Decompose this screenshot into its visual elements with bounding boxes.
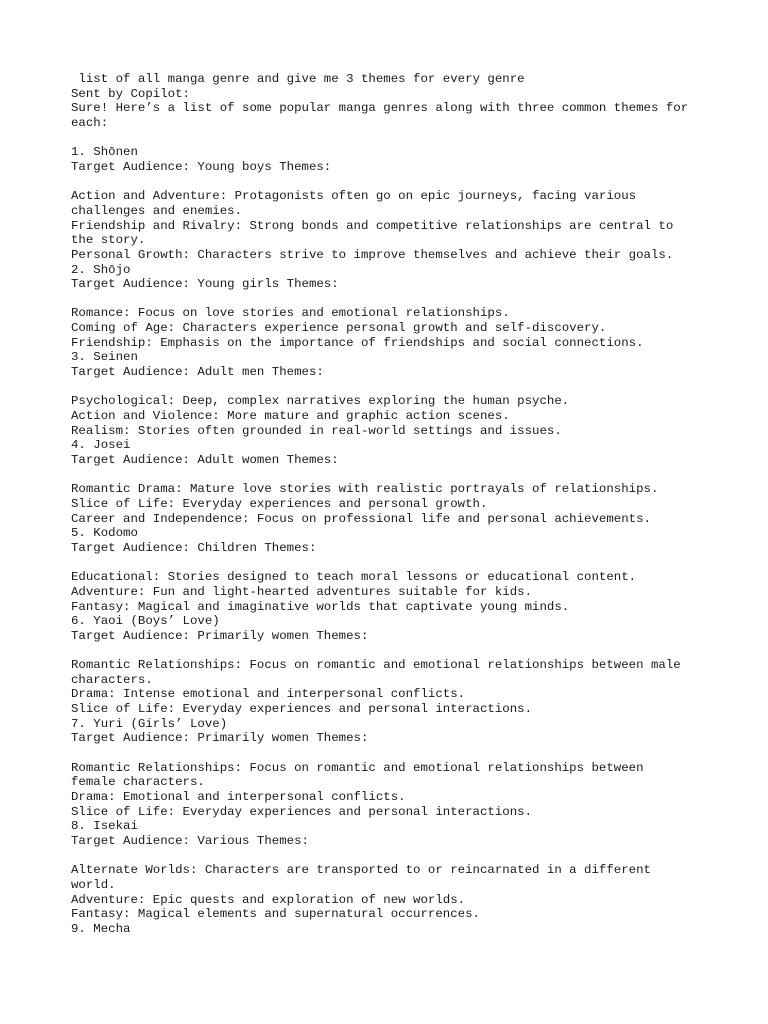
document-line: Target Audience: Adult men Themes: (71, 365, 324, 380)
document-line: Slice of Life: Everyday experiences and personal interactions. (71, 804, 533, 819)
document-line: Action and Violence: More mature and graphic action scenes. (71, 409, 510, 424)
document-line: Coming of Age: Characters experience personal growth and self-discovery. (71, 321, 607, 336)
document-line: 7. Yuri (Girls’ Love) (71, 716, 228, 731)
document-line: Friendship: Emphasis on the importance of friendships and social connections. (71, 335, 644, 350)
document-line: Target Audience: Adult women Themes: (71, 453, 339, 467)
document-line: Target Audience: Primarily women Themes: (71, 731, 369, 746)
document-line: characters. (71, 672, 153, 687)
document-line: Romance: Focus on love stories and emotional relationships. (71, 306, 510, 321)
document-line: female characters. (71, 775, 205, 790)
document-line: 5. Kodomo (71, 526, 138, 541)
document-line: Target Audience: Children Themes: (71, 540, 317, 555)
document-line: Target Audience: Young boys Themes: (71, 159, 332, 174)
document-line: the story. (71, 233, 146, 248)
document-line: Adventure: Fun and light-hearted adventures suitable for kids. (71, 584, 533, 599)
document-line: Target Audience: Various Themes: (71, 834, 309, 848)
document-line: 6. Yaoi (Boys’ Love) (71, 614, 220, 629)
document-line: list of all manga genre and give me 3 themes for every genre (71, 72, 525, 86)
document-line: Action and Adventure: Protagonists often go on epic journeys, facing various (71, 189, 637, 204)
document-line: Career and Independence: Focus on professional life and personal achievements. (71, 511, 651, 526)
document-line: 3. Seinen (71, 350, 138, 365)
document-line (71, 175, 711, 190)
document-line (71, 849, 711, 864)
document-line: Friendship and Rivalry: Strong bonds and competitive relationships are central to (71, 218, 674, 233)
document-text (71, 72, 711, 937)
document-line (71, 292, 711, 307)
document-line: Psychological: Deep, complex narratives exploring the human psyche. (71, 394, 570, 409)
document-line (71, 644, 711, 659)
document-line: Adventure: Epic quests and exploration of new worlds. (71, 892, 466, 907)
document-line: Slice of Life: Everyday experiences and personal interactions. (71, 702, 533, 717)
document-line: Slice of Life: Everyday experiences and personal growth. (71, 496, 488, 511)
document-line: 2. Shōjo (71, 262, 131, 277)
document-line: each: (71, 115, 109, 130)
document-line: 9. Mecha (71, 921, 131, 936)
document-line (71, 131, 711, 146)
document-line: Alternate Worlds: Characters are transported to or reincarnated in a different (71, 863, 651, 878)
document-line: 4. Josei (71, 438, 131, 453)
document-line: Drama: Emotional and interpersonal conflicts. (71, 790, 406, 805)
document-line: Romantic Relationships: Focus on romantic and emotional relationships between male (71, 658, 681, 673)
document-line: 8. Isekai (71, 819, 138, 834)
document-line (71, 746, 711, 761)
document-line: Romantic Relationships: Focus on romantic and emotional relationships between (71, 760, 644, 775)
document-line: world. (71, 877, 116, 892)
document-line: Sure! Here’s a list of some popular manga genres along with three common themes for (71, 101, 689, 116)
document-line (71, 380, 711, 395)
document-line: Fantasy: Magical elements and supernatural occurrences. (71, 907, 480, 922)
document-line (71, 468, 711, 483)
document-line: 1. Shōnen (71, 145, 138, 160)
document-line: challenges and enemies. (71, 203, 243, 218)
document-line: Target Audience: Primarily women Themes: (71, 628, 369, 643)
document-line: Sent by Copilot: (71, 86, 190, 101)
document-line: Personal Growth: Characters strive to improve themselves and achieve their goals. (71, 247, 674, 262)
document-line: Fantasy: Magical and imaginative worlds that captivate young minds. (71, 599, 570, 614)
document-line: Educational: Stories designed to teach moral lessons or educational content. (71, 570, 637, 585)
document-line: Romantic Drama: Mature love stories with realistic portrayals of relationships. (71, 482, 659, 497)
document-line: Target Audience: Young girls Themes: (71, 277, 339, 292)
document-line: Realism: Stories often grounded in real-world settings and issues. (71, 423, 562, 438)
document-line (71, 556, 711, 571)
document-line: Drama: Intense emotional and interpersonal conflicts. (71, 687, 466, 702)
